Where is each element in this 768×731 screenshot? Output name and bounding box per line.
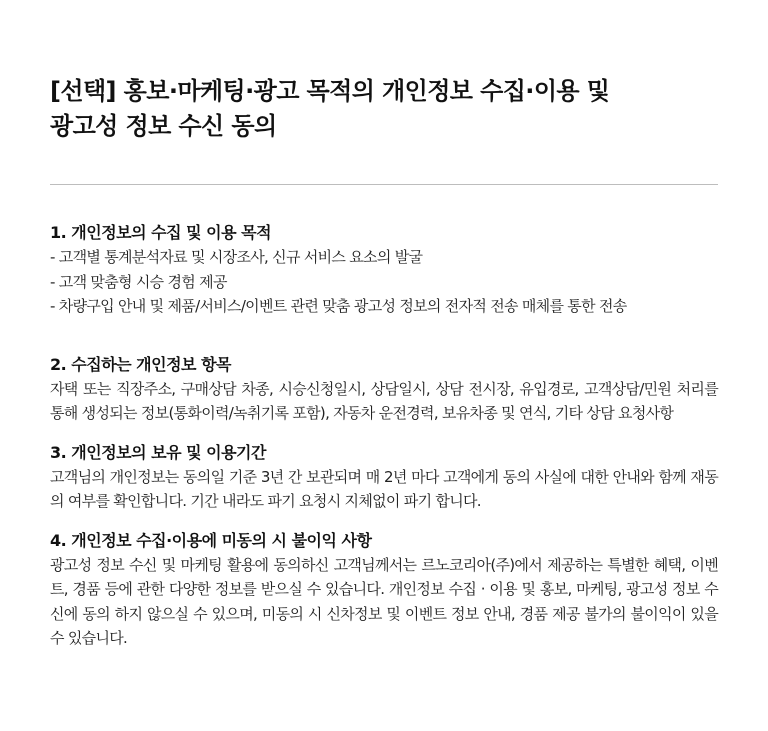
section-body: 자택 또는 직장주소, 구매상담 차종, 시승신청일시, 상담일시, 상담 전시장, 유입경로, 고객상담/민원 처리를 통해 생성되는 정보(통화이력/녹취기록 포함), 자동차 운전경력, 보유차종 및 연식, 기타 상담 요청사항 [50, 379, 718, 422]
section-spacer [50, 514, 718, 529]
list-item: - 차량구입 안내 및 제품/서비스/이벤트 관련 맞춤 광고성 정보의 전자적 전송 매체를 통한 전송 [50, 297, 627, 315]
section-spacer [50, 426, 718, 441]
section-heading: 2. 수집하는 개인정보 항목 [50, 354, 231, 374]
list-item: - 고객별 통계분석자료 및 시장조사, 신규 서비스 요소의 발굴 [50, 248, 423, 266]
section-body: 고객님의 개인정보는 동의일 기준 3년 간 보관되며 매 2년 마다 고객에게 동의 사실에 대한 안내와 함께 재동의 여부를 확인합니다. 기간 내라도 파기 요청시 지체없이 파기 합니다. [50, 467, 718, 510]
document-title [50, 0, 718, 144]
section-heading: 3. 개인정보의 보유 및 이용기간 [50, 442, 266, 462]
section-purpose [50, 221, 718, 319]
document-body [50, 185, 718, 651]
section-body: 광고성 정보 수신 및 마케팅 활용에 동의하신 고객님께서는 르노코리아(주)에서 제공하는 특별한 혜택, 이벤트, 경품 등에 관한 다양한 정보를 받으실 수 있습니다. 개인정보 수집 · 이용 및 홍보, 마케팅, 광고성 정보 수신에 동의 하지 않으실 수 있으며, 미동의 시 신차정보 및 이벤트 정보 안내, 경품 제공 불가의 불이익이 있을 수 있습니다. [50, 555, 718, 647]
document-title-line-1: [선택] 홍보·마케팅·광고 목적의 개인정보 수집·이용 및 [50, 77, 610, 105]
list-item: - 고객 맞춤형 시승 경험 제공 [50, 272, 227, 291]
section-spacer [50, 319, 718, 353]
document-title-line-2: 광고성 정보 수신 동의 [50, 112, 277, 140]
section-heading: 4. 개인정보 수집·이용에 미동의 시 불이익 사항 [50, 530, 372, 550]
section-collected-items [50, 353, 718, 426]
section-retention [50, 441, 718, 514]
section-heading: 1. 개인정보의 수집 및 이용 목적 [50, 223, 272, 242]
section-disadvantage [50, 529, 718, 651]
